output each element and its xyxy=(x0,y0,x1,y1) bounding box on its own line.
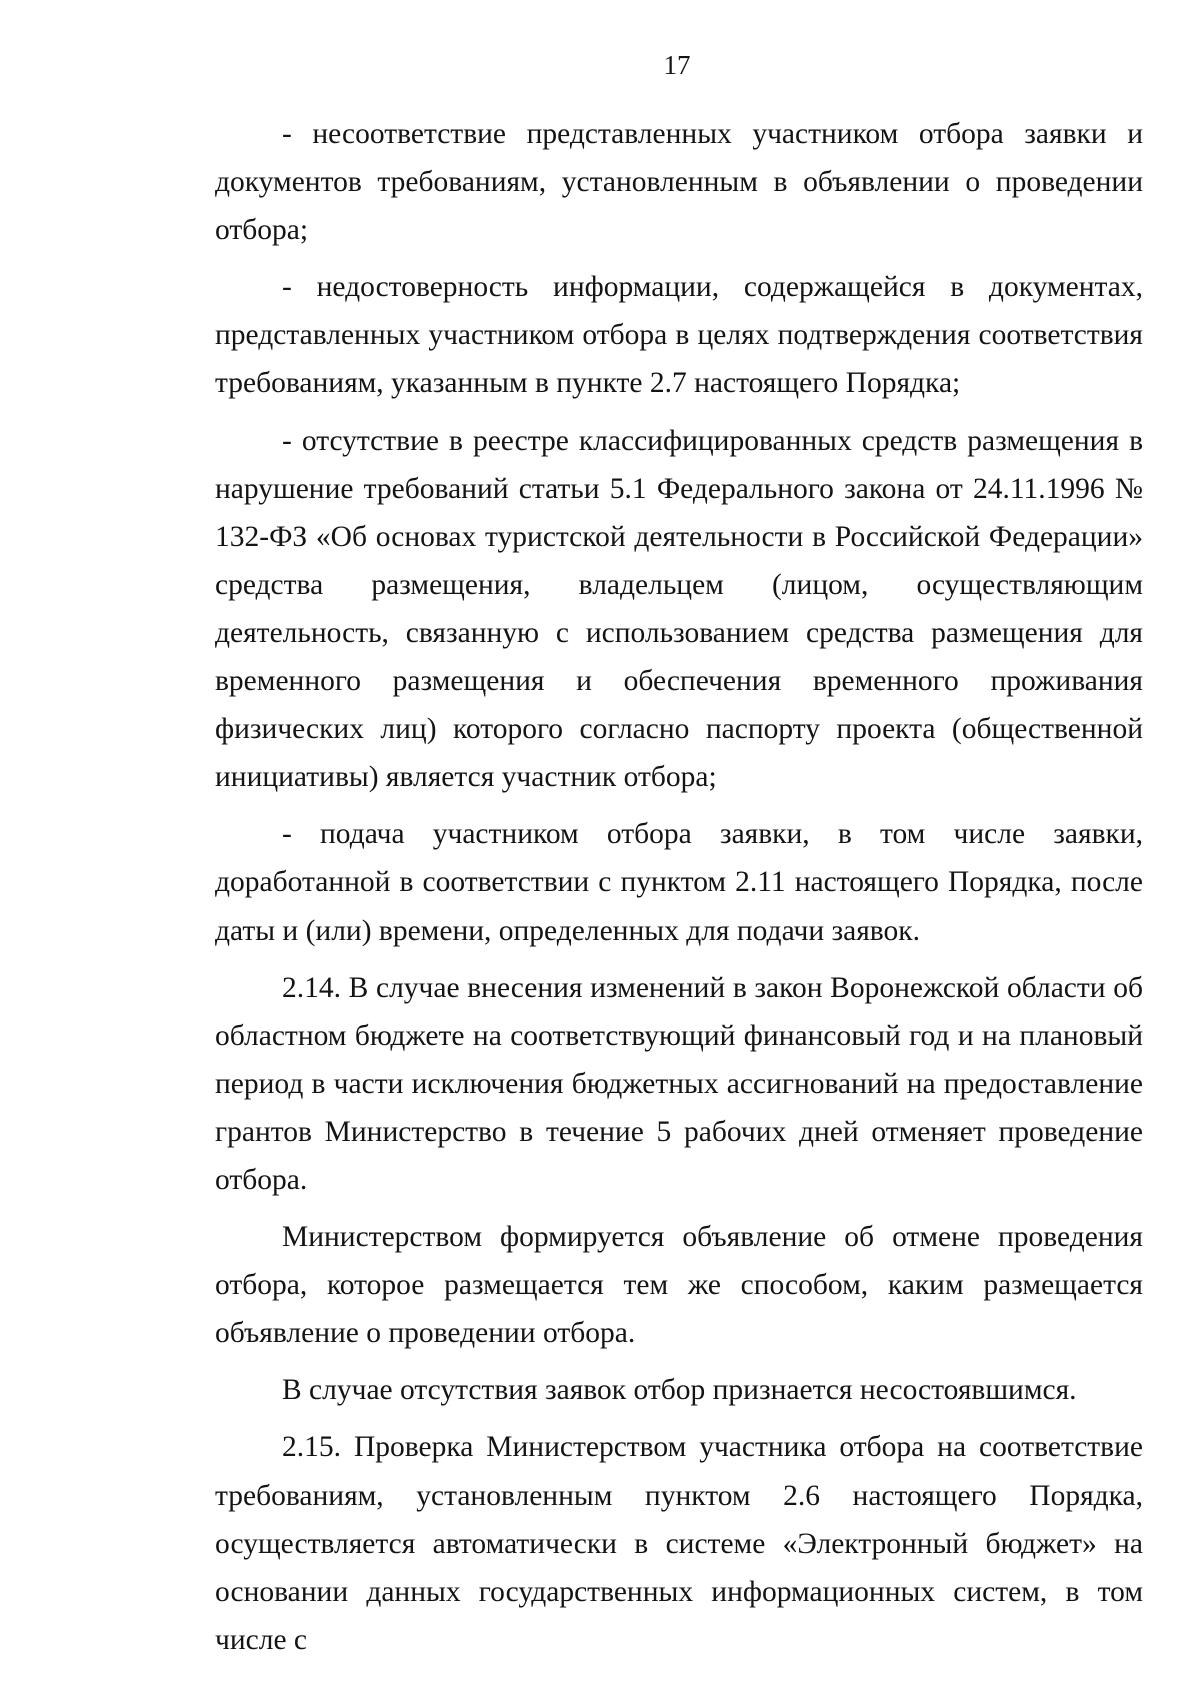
document-body xyxy=(215,110,1143,1664)
paragraph-2-15: 2.15. Проверка Министерством участника отбора на соответствие требованиям, установленным пунктом 2.6 настоящего Порядка, осуществляется автоматически в системе «Электронный бюджет» на основании данных государственных информационных систем, в том числе с xyxy=(215,1431,1143,1656)
page-number: 17 xyxy=(663,50,691,80)
paragraph-unreliable-info: - недостоверность информации, содержащейся в документах, представленных участником отбора в целях подтверждения соответствия требованиям, указанным в пункте 2.7 настоящего Порядка; xyxy=(215,271,1143,400)
paragraph-no-applications: В случае отсутствия заявок отбор признается несостоявшимся. xyxy=(282,1374,1077,1407)
paragraph-2-14: 2.14. В случае внесения изменений в закон Воронежской области об областном бюджете на соответствующий финансовый год и на плановый период в части исключения бюджетных ассигнований на предоставление грантов Министерство в течение 5 рабочих дней отменяет проведение отбора. xyxy=(215,971,1143,1196)
paragraph-late-submission: - подача участником отбора заявки, в том числе заявки, доработанной в соответствии с пунктом 2.11 настоящего Порядка, после даты и (или) времени, определенных для подачи заявок. xyxy=(215,818,1143,947)
paragraph-cancellation-notice: Министерством формируется объявление об отмене проведения отбора, которое размещается тем же способом, каким размещается объявление о проведении отбора. xyxy=(215,1221,1143,1350)
paragraph-discrepancy: - несоответствие представленных участником отбора заявки и документов требованиям, установленным в объявлении о проведении отбора; xyxy=(215,118,1143,247)
paragraph-registry-absence: - отсутствие в реестре классифицированных средств размещения в нарушение требований статьи 5.1 Федерального закона от 24.11.1996 № 132-ФЗ «Об основах туристской деятельности в Российской Федерации» средства размещения, владельцем (лицом, осуществляющим деятельность, связанную с использованием средства размещения для временного размещения и обеспечения временного проживания физических лиц) которого согласно паспорту проекта (общественной инициативы) является участник отбора; xyxy=(215,424,1143,794)
